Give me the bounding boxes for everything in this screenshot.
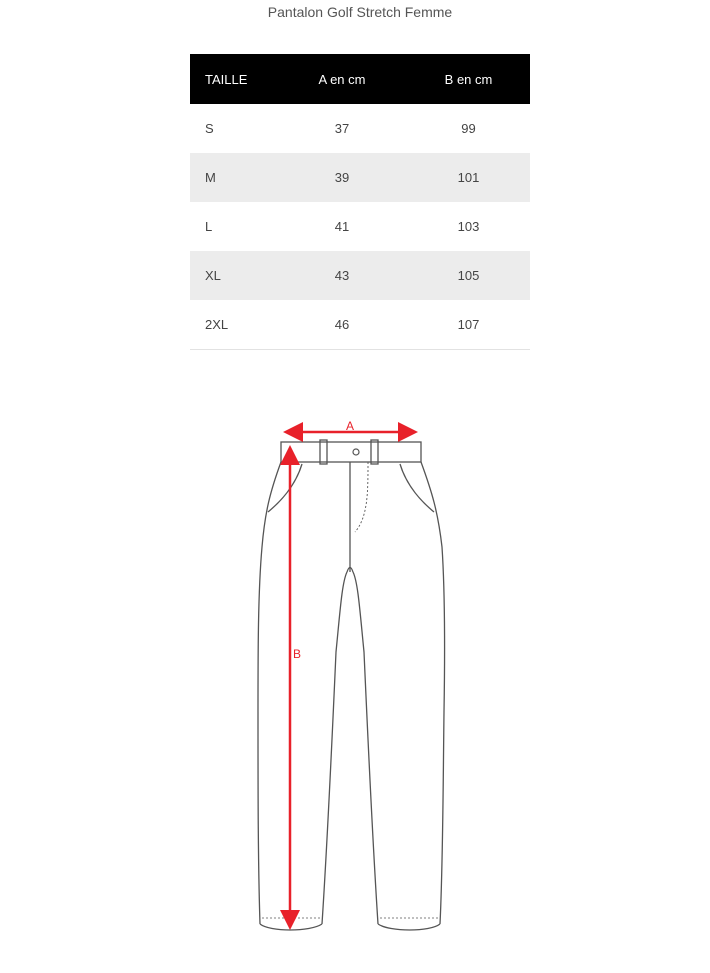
table-row [190,251,530,300]
table-header-row [190,54,530,104]
a-cell: 43 [277,251,407,300]
page-title: Pantalon Golf Stretch Femme [267,4,453,20]
table-row [190,300,530,350]
a-cell: 41 [334,219,350,234]
size-cell: 2XL [190,300,277,350]
header-b: B en cm [407,54,530,104]
b-cell: 101 [407,153,530,202]
a-cell: 46 [277,300,407,350]
a-cell: 37 [334,121,350,136]
b-cell: 105 [407,251,530,300]
header-a: A en cm [277,54,407,104]
b-cell: 107 [407,300,530,350]
label-b: B [292,647,302,661]
table-row [190,104,530,153]
size-chart-table [190,54,530,350]
b-cell: 103 [457,219,480,234]
button-icon [353,449,359,455]
table-row [190,202,530,251]
b-cell: 99 [461,121,476,136]
a-cell: 39 [277,153,407,202]
size-cell: M [190,153,277,202]
table-row [190,153,530,202]
size-cell: XL [190,251,277,300]
pants-outline [258,440,445,930]
header-size: TAILLE [190,54,277,104]
label-a: A [345,419,355,433]
size-cell: L [205,219,213,234]
size-cell: S [205,121,214,136]
pants-measurement-diagram [250,412,460,942]
